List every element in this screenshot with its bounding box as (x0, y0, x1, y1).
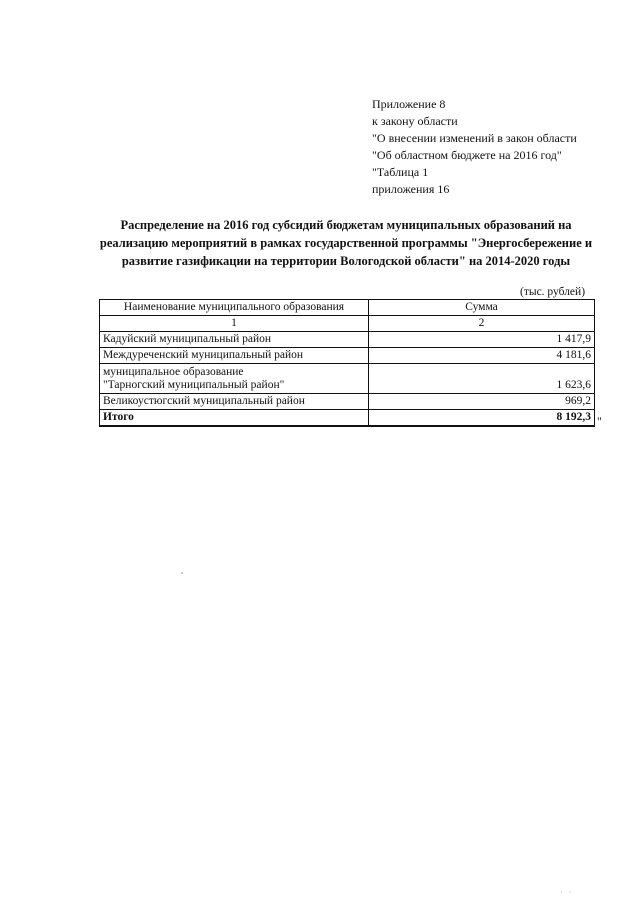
scan-speck: · · (560, 888, 574, 897)
column-header-name: Наименование муниципального образования (100, 300, 369, 316)
subsidy-sum: 1 623,6 (369, 364, 595, 394)
total-row (100, 410, 595, 427)
appendix-line: приложения 16 (372, 182, 450, 196)
appendix-line: к закону области (372, 114, 458, 128)
total-sum: 8 192,3 (369, 410, 595, 427)
table-row (100, 394, 595, 410)
column-number: 1 (100, 316, 369, 332)
scan-speck (181, 572, 183, 574)
closing-quote: " (597, 414, 602, 428)
table-row (100, 348, 595, 364)
municipality-name: Междуреченский муниципальный район (100, 348, 369, 364)
document-heading: Распределение на 2016 год субсидий бюджетам муниципальных образований на реализацию мероприятий в рамках государственной программы "Энергосбережение и развитие газификации на территории Вологодской области" на 2014-2020 годы (99, 218, 593, 268)
appendix-line: Приложение 8 (372, 97, 446, 111)
appendix-reference (372, 96, 577, 198)
column-number: 2 (369, 316, 595, 332)
subsidy-table (99, 299, 595, 427)
units-label: (тыс. рублей) (520, 286, 586, 298)
total-label: Итого (100, 410, 369, 427)
municipality-name (100, 364, 369, 394)
column-number-row (100, 316, 595, 332)
subsidy-sum: 4 181,6 (369, 348, 595, 364)
appendix-line: "Таблица 1 (372, 165, 429, 179)
table-row (100, 332, 595, 348)
subsidy-sum: 969,2 (369, 394, 595, 410)
municipality-name-line: муниципальное образование (103, 366, 244, 378)
table-row (100, 364, 595, 394)
subsidy-sum: 1 417,9 (369, 332, 595, 348)
appendix-line: "Об областном бюджете на 2016 год" (372, 148, 562, 162)
municipality-name: Кадуйский муниципальный район (100, 332, 369, 348)
municipality-name-line: "Тарногский муниципальный район" (103, 379, 285, 391)
table-header-row (100, 300, 595, 316)
appendix-line: "О внесении изменений в закон области (372, 131, 577, 145)
municipality-name: Великоустюгский муниципальный район (100, 394, 369, 410)
column-header-sum: Сумма (369, 300, 595, 316)
